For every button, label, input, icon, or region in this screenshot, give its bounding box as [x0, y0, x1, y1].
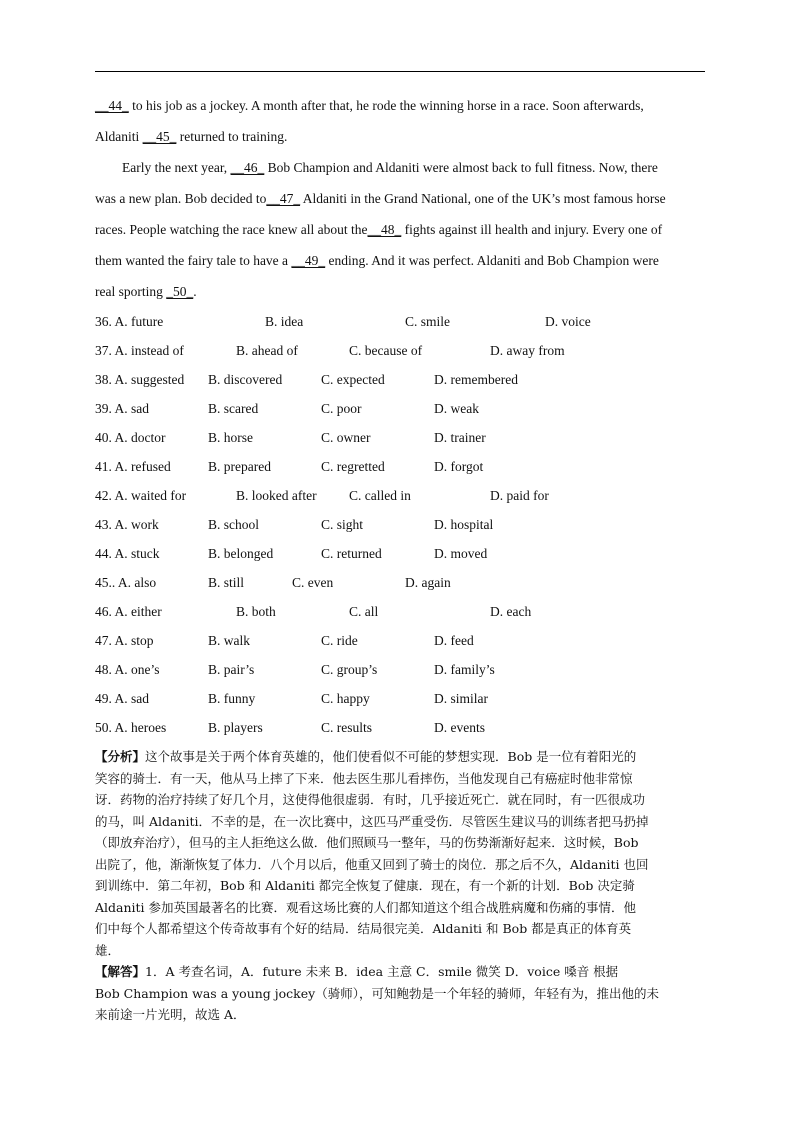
option-c: C. called in — [349, 488, 411, 503]
option-d: D. moved — [434, 546, 488, 561]
option-c: C. expected — [321, 372, 385, 387]
option-a: 40. A. doctor — [95, 430, 166, 445]
option-a: 47. A. stop — [95, 633, 154, 648]
option-d: D. weak — [434, 401, 479, 416]
option-a: 37. A. instead of — [95, 343, 184, 358]
passage-text: real sporting — [95, 284, 167, 299]
question-row — [95, 423, 715, 452]
option-a: 46. A. either — [95, 604, 162, 619]
question-row — [95, 655, 715, 684]
question-row — [95, 510, 715, 539]
passage-line — [95, 245, 705, 276]
option-d: D. feed — [434, 633, 474, 648]
blank-44: __44_ — [95, 98, 129, 113]
blank-45: __45_ — [142, 129, 177, 144]
answer-line: 来前途一片光明，故选 A． — [95, 1007, 246, 1022]
question-row — [95, 626, 715, 655]
option-c: C. returned — [321, 546, 382, 561]
option-b: B. players — [208, 720, 263, 735]
passage-text: Aldaniti — [95, 129, 143, 144]
passage-text: Aldaniti in the Grand National, one of the UK’s most famous horse — [300, 191, 666, 206]
option-b: B. pair’s — [208, 662, 255, 677]
option-b: B. prepared — [208, 459, 271, 474]
option-b: B. discovered — [208, 372, 283, 387]
option-a: 38. A. suggested — [95, 372, 185, 387]
option-b: B. still — [208, 575, 245, 590]
passage-line — [95, 183, 705, 214]
option-b: B. scared — [208, 401, 259, 416]
passage-text: races. People watching the race knew all about the — [95, 222, 368, 237]
option-b: B. idea — [265, 314, 304, 329]
analysis-line: 讶．药物的治疗持续了好几个月，这使得他很虚弱．有时，几乎接近死亡．就在同时，有一匹很成功 — [95, 792, 646, 807]
option-c: C. all — [349, 604, 379, 619]
option-d: D. hospital — [434, 517, 494, 532]
option-d: D. events — [434, 720, 485, 735]
passage-text: was a new plan. Bob decided to — [95, 191, 267, 206]
option-c: C. regretted — [321, 459, 385, 474]
question-row — [95, 684, 715, 713]
option-c: C. smile — [405, 314, 451, 329]
option-a: 50. A. heroes — [95, 720, 167, 735]
option-d: D. away from — [490, 343, 565, 358]
analysis-line: 笑容的骑士．有一天，他从马上摔了下来．他去医生那儿看摔伤，当他发现自己有癌症时他非常惊 — [95, 770, 633, 786]
option-a: 42. A. waited for — [95, 488, 187, 503]
passage-line — [95, 121, 705, 152]
answer-text: 1．A 考查名词，A．future 未来 B．idea 主意 C．smile 微笑 D．voice 嗓音 根据 — [145, 964, 619, 979]
question-row — [95, 336, 715, 365]
option-d: D. forgot — [434, 459, 484, 474]
option-b: B. walk — [208, 633, 250, 648]
question-row — [95, 713, 715, 742]
blank-49: __49_ — [291, 253, 326, 268]
option-b: B. belonged — [208, 546, 274, 561]
option-b: B. looked after — [236, 488, 317, 503]
option-d: D. again — [405, 575, 451, 590]
question-row — [95, 307, 715, 336]
option-a: 36. A. future — [95, 314, 164, 329]
option-a: 41. A. refused — [95, 459, 171, 474]
option-b: B. both — [236, 604, 276, 619]
analysis-text: 这个故事是关于两个体育英雄的，他们使看似不可能的梦想实现．Bob 是一位有着阳光的 — [145, 749, 637, 764]
option-b: B. ahead of — [236, 343, 298, 358]
option-c: C. ride — [321, 633, 358, 648]
option-c: C. even — [292, 575, 334, 590]
question-row — [95, 394, 715, 423]
answer-tag: 【解答】 — [95, 964, 146, 979]
answer-line — [95, 961, 707, 983]
analysis-line: 出院了，他，渐渐恢复了体力．八个月以后，他重又回到了骑士的岗位．那之后不久，Aldaniti 也回 — [95, 856, 649, 872]
option-d: D. similar — [434, 691, 488, 706]
option-c: C. sight — [321, 517, 364, 532]
option-b: B. horse — [208, 430, 253, 445]
analysis-line — [95, 746, 707, 768]
analysis-line: 雄． — [95, 942, 121, 958]
analysis-line: 们中每个人都希望这个传奇故事有个好的结局．结局很完美．Aldaniti 和 Bob 都是真正的体育英 — [95, 921, 632, 936]
option-b: B. school — [208, 517, 260, 532]
option-d: D. trainer — [434, 430, 486, 445]
header-rule — [95, 71, 705, 72]
passage-text: fights against ill health and injury. Every one of — [401, 222, 663, 237]
option-a: 49. A. sad — [95, 691, 149, 706]
option-b: B. funny — [208, 691, 256, 706]
passage-line — [95, 276, 705, 307]
option-c: C. happy — [321, 691, 370, 706]
blank-50: _50_ — [166, 284, 194, 299]
analysis-line: （即放弃治疗），但马的主人拒绝这么做．他们照顾马一整年，马的伤势渐渐好起来．这时候，Bob — [95, 835, 639, 850]
option-c: C. poor — [321, 401, 362, 416]
passage-text: to his job as a jockey. A month after that, he rode the winning horse in a race. Soon afterwards, — [128, 98, 644, 113]
passage-line — [95, 214, 705, 245]
option-a: 44. A. stuck — [95, 546, 160, 561]
question-row — [95, 452, 715, 481]
option-d: D. voice — [545, 314, 591, 329]
option-c: C. group’s — [321, 662, 378, 677]
option-c: C. because of — [349, 343, 423, 358]
passage-line — [95, 152, 705, 183]
question-row — [95, 539, 715, 568]
blank-47: __47_ — [266, 191, 301, 206]
analysis-line: Aldaniti 参加英国最著名的比赛．观看这场比赛的人们都知道这个组合战胜病魔和伤痛的事情．他 — [95, 899, 637, 915]
passage-text: . — [193, 284, 197, 299]
answer-line: Bob Champion was a young jockey（骑师），可知鲍勃是一个年轻的骑师，年轻有为，推出他的未 — [95, 985, 659, 1001]
option-a: 45.. A. also — [95, 575, 157, 590]
option-a: 43. A. work — [95, 517, 159, 532]
option-c: C. owner — [321, 430, 371, 445]
passage-text: them wanted the fairy tale to have a — [95, 253, 292, 268]
option-a: 48. A. one’s — [95, 662, 160, 677]
analysis-line: 到训练中．第二年初，Bob 和 Aldaniti 都完全恢复了健康．现在，有一个新的计划．Bob 决定骑 — [95, 878, 635, 893]
option-d: D. paid for — [490, 488, 549, 503]
passage-line — [95, 90, 705, 121]
passage-text: ending. And it was perfect. Aldaniti and Bob Champion were — [325, 253, 659, 268]
question-row — [95, 481, 715, 510]
option-a: 39. A. sad — [95, 401, 149, 416]
analysis-line: 的马，叫 Aldaniti．不幸的是，在一次比赛中，这匹马严重受伤．尽管医生建议马的训练者把马扔掉 — [95, 813, 649, 829]
option-d: D. remembered — [434, 372, 518, 387]
passage-text: Early the next year, — [122, 160, 231, 175]
question-row — [95, 597, 715, 626]
passage-text: returned to training. — [176, 129, 288, 144]
question-row — [95, 568, 715, 597]
question-row — [95, 365, 715, 394]
blank-48: __48_ — [367, 222, 402, 237]
option-d: D. each — [490, 604, 532, 619]
option-d: D. family’s — [434, 662, 495, 677]
analysis-tag: 【分析】 — [95, 749, 146, 764]
analysis-section — [95, 746, 707, 1026]
blank-46: __46_ — [230, 160, 265, 175]
option-c: C. results — [321, 720, 373, 735]
cloze-passage — [95, 90, 705, 307]
passage-text: Bob Champion and Aldaniti were almost back to full fitness. Now, there — [264, 160, 658, 175]
